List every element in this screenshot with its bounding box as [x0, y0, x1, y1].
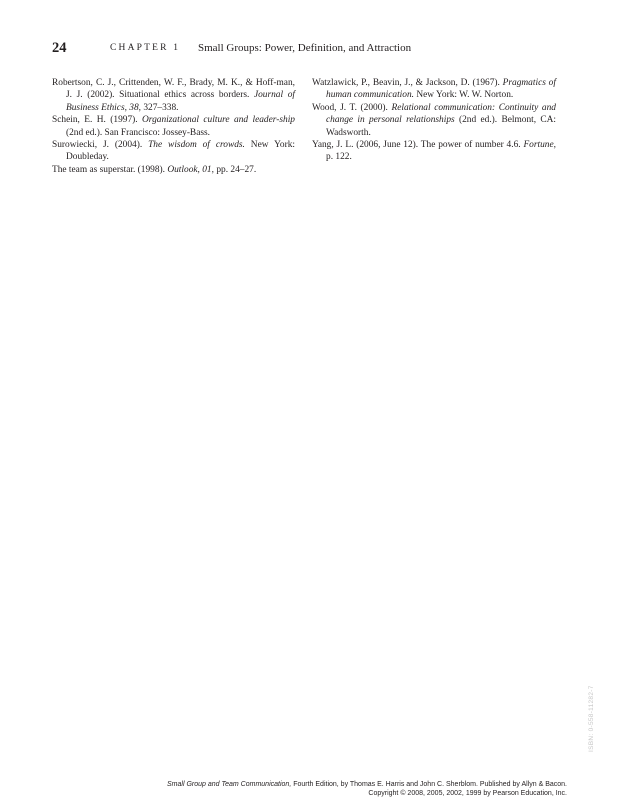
footer-line-1: Small Group and Team Communication, Fourth Edition, by Thomas E. Harris and John C. Sherblom. Published by Allyn & Bacon. — [167, 781, 567, 788]
reference-entry: Wood, J. T. (2000). Relational communication: Continuity and change in personal relationships (2nd ed.). Belmont, CA: Wadsworth. — [312, 102, 557, 138]
reference-entry: Surowiecki, J. (2004). The wisdom of crowds. New York: Doubleday. — [52, 140, 296, 163]
page-number: 24 — [52, 40, 67, 56]
reference-entry: Watzlawick, P., Beavin, J., & Jackson, D. (1967). Pragmatics of human communication. New York: W. W. Norton. — [312, 78, 556, 101]
references-left-column — [52, 77, 295, 176]
reference-entry: Schein, E. H. (1997). Organizational culture and leader-ship (2nd ed.). San Francisco: Jossey-Bass. — [52, 115, 295, 138]
footer-line-2: Copyright © 2008, 2005, 2002, 1999 by Pearson Education, Inc. — [368, 789, 567, 797]
reference-entry: The team as superstar. (1998). Outlook, 01, pp. 24–27. — [52, 164, 257, 175]
references-right-column — [312, 77, 556, 164]
chapter-label: CHAPTER 1 — [110, 43, 181, 53]
running-header — [52, 40, 577, 60]
reference-entry: Robertson, C. J., Crittenden, W. F., Brady, M. K., & Hoff-man, J. J. (2002). Situational ethics across borders. Journal of Business Ethics, 38, 327–338. — [52, 78, 295, 113]
reference-entry: Yang, J. L. (2006, June 12). The power of number 4.6. Fortune, p. 122. — [312, 140, 556, 163]
copyright-footer — [167, 781, 567, 798]
isbn-sidebar-text: ISBN: 0-558-11282-7 — [588, 685, 595, 752]
chapter-title: Small Groups: Power, Definition, and Attraction — [198, 42, 412, 54]
